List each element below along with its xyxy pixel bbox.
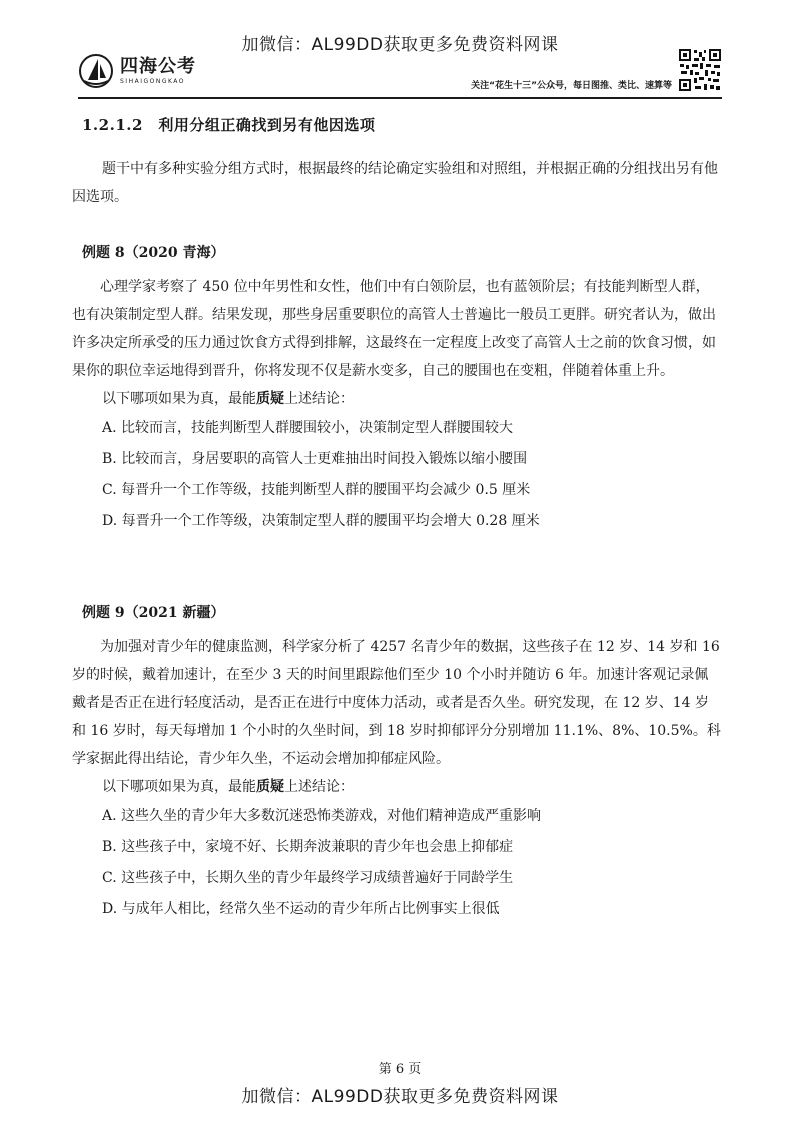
option-c: C. 每晋升一个工作等级，技能判断型人群的腰围平均会减少 0.5 厘米 bbox=[102, 482, 531, 498]
intro-line-1: 题干中有多种实验分组方式时，根据最终的结论确定实验组和对照组，并根据正确的分组找出另有他 bbox=[102, 161, 718, 177]
option-c: C. 这些孩子中，长期久坐的青少年最终学习成绩普遍好于同龄学生 bbox=[102, 870, 514, 886]
example-passage: 心理学家考察了 450 位中年男性和女性，他们中有白领阶层，也有蓝领阶层；有技能判断型人群，也有决策制定型人群。结果发现，那些身居重要职位的高管人士普遍比一般员工更胖。研究者认为，做出许多决定所承受的压力通过饮食方式得到排解，这最终在一定程度上改变了高管人士之前的饮食习惯，如果你的职位幸运地得到晋升，你将发现不仅是薪水变多，自己的腰围也在变粗，伴随着体重上升。 bbox=[72, 279, 716, 379]
logo-subtitle: SIHAIGONGKAO bbox=[120, 77, 186, 85]
question-stem bbox=[102, 773, 722, 801]
logo bbox=[78, 54, 196, 88]
example-heading: 例题 8（2020 青海） bbox=[82, 245, 225, 261]
example-8 bbox=[72, 239, 722, 537]
logo-title: 四海公考 bbox=[120, 55, 196, 77]
option-a: A. 这些久坐的青少年大多数沉迷恐怖类游戏，对他们精神造成严重影响 bbox=[102, 808, 542, 824]
question-keyword: 质疑 bbox=[256, 391, 284, 407]
option-d: D. 每晋升一个工作等级，决策制定型人群的腰围平均会增大 0.28 厘米 bbox=[102, 513, 540, 529]
question-text: 以下哪项如果为真，最能 bbox=[102, 779, 256, 795]
option-d: D. 与成年人相比，经常久坐不运动的青少年所占比例事实上很低 bbox=[102, 901, 500, 917]
question-text: 以下哪项如果为真，最能 bbox=[102, 391, 256, 407]
bottom-banner: 加微信：AL99DD获取更多免费资料网课 bbox=[241, 1087, 559, 1107]
header-note: 关注“花生十三”公众号，每日图推、类比、速算等 bbox=[471, 81, 672, 91]
option-b: B. 比较而言，身居要职的高管人士更难抽出时间投入锻炼以缩小腰围 bbox=[102, 451, 528, 467]
section-title: 1.2.1.2 利用分组正确找到另有他因选项 bbox=[82, 116, 376, 134]
question-tail: 上述结论： bbox=[284, 779, 354, 795]
document-body bbox=[72, 114, 722, 925]
question-keyword: 质疑 bbox=[256, 779, 284, 795]
section-intro bbox=[72, 155, 722, 211]
header-divider bbox=[78, 97, 722, 99]
example-9 bbox=[72, 599, 722, 925]
qr-code-icon bbox=[678, 48, 722, 92]
example-heading: 例题 9（2021 新疆） bbox=[82, 605, 225, 621]
intro-line-2: 因选项。 bbox=[72, 189, 128, 205]
page-header bbox=[78, 48, 722, 96]
top-banner: 加微信：AL99DD获取更多免费资料网课 bbox=[241, 35, 559, 55]
option-b: B. 这些孩子中，家境不好、长期奔波兼职的青少年也会患上抑郁症 bbox=[102, 839, 514, 855]
option-a: A. 比较而言，技能判断型人群腰围较小，决策制定型人群腰围较大 bbox=[102, 420, 514, 436]
example-passage: 为加强对青少年的健康监测，科学家分析了 4257 名青少年的数据，这些孩子在 12 岁、14 岁和 16 岁的时候，戴着加速计，在至少 3 天的时间里跟踪他们至少 10 个小时并随访 6 年。加速计客观记录佩戴者是否正在进行轻度活动，是否正在进行中度体力活动，或者是否久坐。研究发现，在 12 岁、14 岁和 16 岁时，每天每增加 1 个小时的久坐时间，到 18 岁时抑郁评分分别增加 11.1%、8%、10.5%。科学家据此得出结论，青少年久坐，不运动会增加抑郁症风险。 bbox=[72, 639, 721, 767]
question-tail: 上述结论： bbox=[284, 391, 354, 407]
page-number: 第 6 页 bbox=[378, 1062, 422, 1077]
question-stem bbox=[102, 385, 722, 413]
sail-logo-icon bbox=[78, 54, 114, 88]
